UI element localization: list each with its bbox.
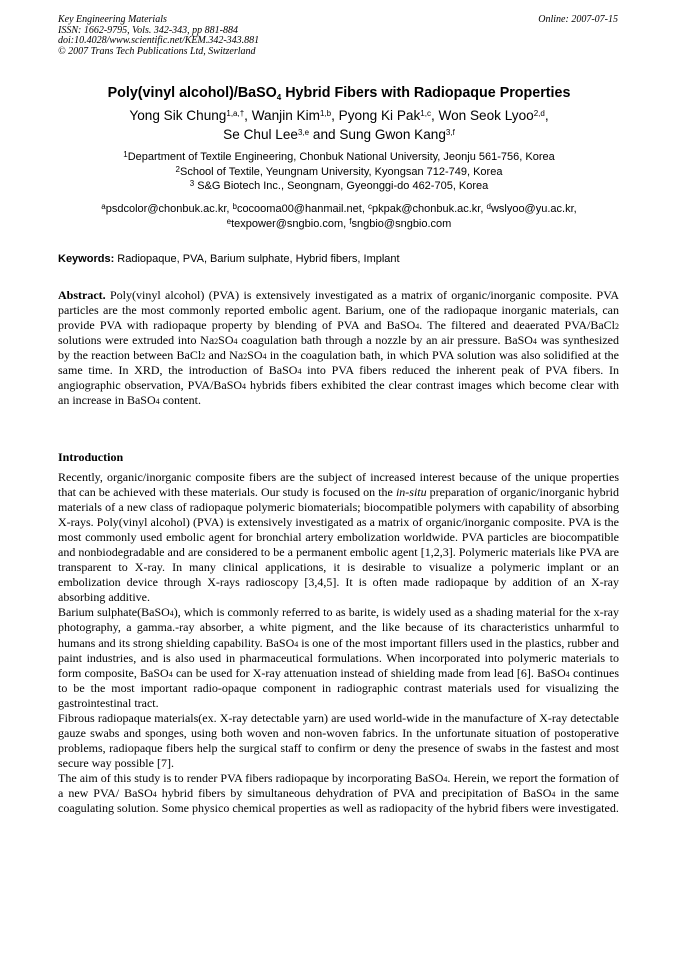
intro-paragraph-1: Recently, organic/inorganic composite fibers are the subject of increased interest because of the unique properties that can be achieved with these materials. Our study is focused on the in-situ preparation of organic/inorganic hybrid materials of a new class of radiopaque polymeric biomaterials; biocompatible polymers with capability of absorbing X-rays. Poly(vinyl alcohol) (PVA) is extensively investigated as a matrix of organic/inorganic composite. PVA is the most commonly used embolic agent for bronchial artery embolization worldwide. PVA particles are biocompatible and nonbiodegradable and are considered to be a permanent embolic agent [1,2,3]. Polymeric materials like PVA are transparent to X-ray. In many clinical applications, it is desirable to visualize a polymeric implant or an embolization device through X-rays radioscopy [3,4,5]. It is often made radiopaque by addition of an X-ray absorbing additive.	[58, 470, 619, 605]
abstract: Abstract. Poly(vinyl alcohol) (PVA) is extensively investigated as a matrix of organic/inorganic composite. PVA particles are the most commonly reported embolic agent. Barium, one of the radiopaque inorganic materials, can provide PVA with radiopaque property by blending of PVA and BaSO$_4$. The filtered and deaerated PVA/BaCl$_2$ solutions were extruded into $Na_2SO_4$ coagulation bath through a nozzle by an air pressure. BaSO$_4$ was synthesized by the reaction between BaCl$_2$ and $Na_2SO_4$ in the coagulation bath, in which PVA solution was also solidified at the same time. In XRD, the introduction of BaSO$_4$ into PVA fibers reduced the inherent peak of PVA fibers. In angiographic observation, PVA/BaSO$_4$ hybrids fibers exhibited the clear contrast images which become clear with an increase in BaSO$_4$ content.	[58, 288, 620, 407]
journal-header	[58, 15, 618, 57]
email-f[interactable]: sngbio@sngbio.com	[351, 217, 452, 230]
email-b[interactable]: cocooma00@hanmail.net,	[236, 203, 368, 215]
email-line-2: $^e$texpower@sngbio.com, $^f$sngbio@sngbio.com	[226, 216, 452, 230]
author-emails	[58, 202, 620, 231]
affiliation-1: $^1$Department of Textile Engineering, Chonbuk National University, Jeonju 561-756, Korea	[123, 150, 555, 163]
keywords	[58, 253, 620, 265]
email-c[interactable]: pkpak@chonbuk.ac.kr,	[371, 203, 487, 215]
author-line-2: Se Chul Lee$^{3,e}$ and Sung Gwon Kang$^{3,f}$	[223, 127, 455, 142]
intro-paragraph-3: Fibrous radiopaque materials(ex. X-ray detectable yarn) are used world-wide in the manufacture of X-ray detectable gauze swabs and sponges, using both woven and non-woven fabrics. In the unfortunate situation of postoperative problems, radiopaque fibers help the surgical staff to confirm or deny the presence of swabs in the fastest and most secure way possible [7].	[58, 710, 619, 770]
journal-name: Key Engineering Materials	[58, 14, 167, 25]
introduction-heading: Introduction	[58, 450, 124, 464]
affiliation-2: $^2$School of Textile, Yeungnam University, Kyongsan 712-749, Korea	[175, 164, 503, 178]
online-date: Online: 2007-07-15	[538, 14, 618, 25]
email-line-1: $^a$psdcolor@chonbuk.ac.kr, $^b$cocooma00@hanmail.net, $^c$pkpak@chonbuk.ac.kr, $^d$wslyoo@yu.ac.kr,	[101, 202, 577, 215]
author-line-1: Yong Sik Chung$^{1,a,\dagger}$, Wanjin Kim$^{1,b}$, Pyong Ki Pak$^{1,c}$, Won Seok Lyoo$^{2,d}$,	[129, 108, 549, 123]
affiliations	[58, 150, 620, 194]
doi-line[interactable]: doi:10.4028/www.scientific.net/KEM.342-343.881	[58, 35, 260, 46]
abstract-label: Abstract.	[58, 288, 106, 302]
intro-paragraph-4: The aim of this study is to render PVA fibers radiopaque by incorporating BaSO$_4$. Herein, we report the formation of a new PVA/ BaSO$_4$ hybrid fibers by simultaneous dehydration of PVA and precipitation of BaSO$_4$ in the same coagulating solution. Some physico chemical properties as well as radiopacity of the hybrid fibers were investigated.	[58, 770, 620, 816]
keywords-text: Radiopaque, PVA, Barium sulphate, Hybrid fibers, Implant	[114, 253, 400, 265]
affiliation-3: $^3$ S&G Biotech Inc., Seongnam, Gyeonggi-do 462-705, Korea	[189, 179, 489, 192]
introduction-body	[58, 470, 619, 816]
paper-title: Poly(vinyl alcohol)/BaSO$_4$ Hybrid Fibers with Radiopaque Properties	[107, 85, 571, 102]
author-list	[58, 106, 620, 144]
issn-line: ISSN: 1662-9795, Vols. 342-343, pp 881-884	[58, 24, 238, 36]
email-e[interactable]: texpower@sngbio.com,	[231, 217, 350, 230]
keywords-label: Keywords:	[58, 253, 115, 265]
copyright-line: © 2007 Trans Tech Publications Ltd, Switzerland	[58, 45, 256, 57]
email-a[interactable]: psdcolor@chonbuk.ac.kr,	[105, 203, 233, 215]
intro-paragraph-2: Barium sulphate(BaSO$_4$), which is commonly referred to as barite, is widely used as a shading material for the x-ray photography, a gamma.-ray absorber, a white pigment, and the like because of its characteristics unharmful to humans and its strong shielding capability. BaSO$_4$ is one of the most important fillers used in the plastics, rubber and paint industries, and is also used in pharmaceutical formulations. When incorporated into polymeric materials to form composite, BaSO$_4$ can be used for X-ray attenuation instead of shielding made from lead [6]. BaSO$_4$ continues to be the most important radio-opaque component in radiographic contrast materials used for visualizing the gastrointestinal tract.	[58, 605, 620, 710]
email-d[interactable]: wslyoo@yu.ac.kr,	[490, 203, 577, 215]
